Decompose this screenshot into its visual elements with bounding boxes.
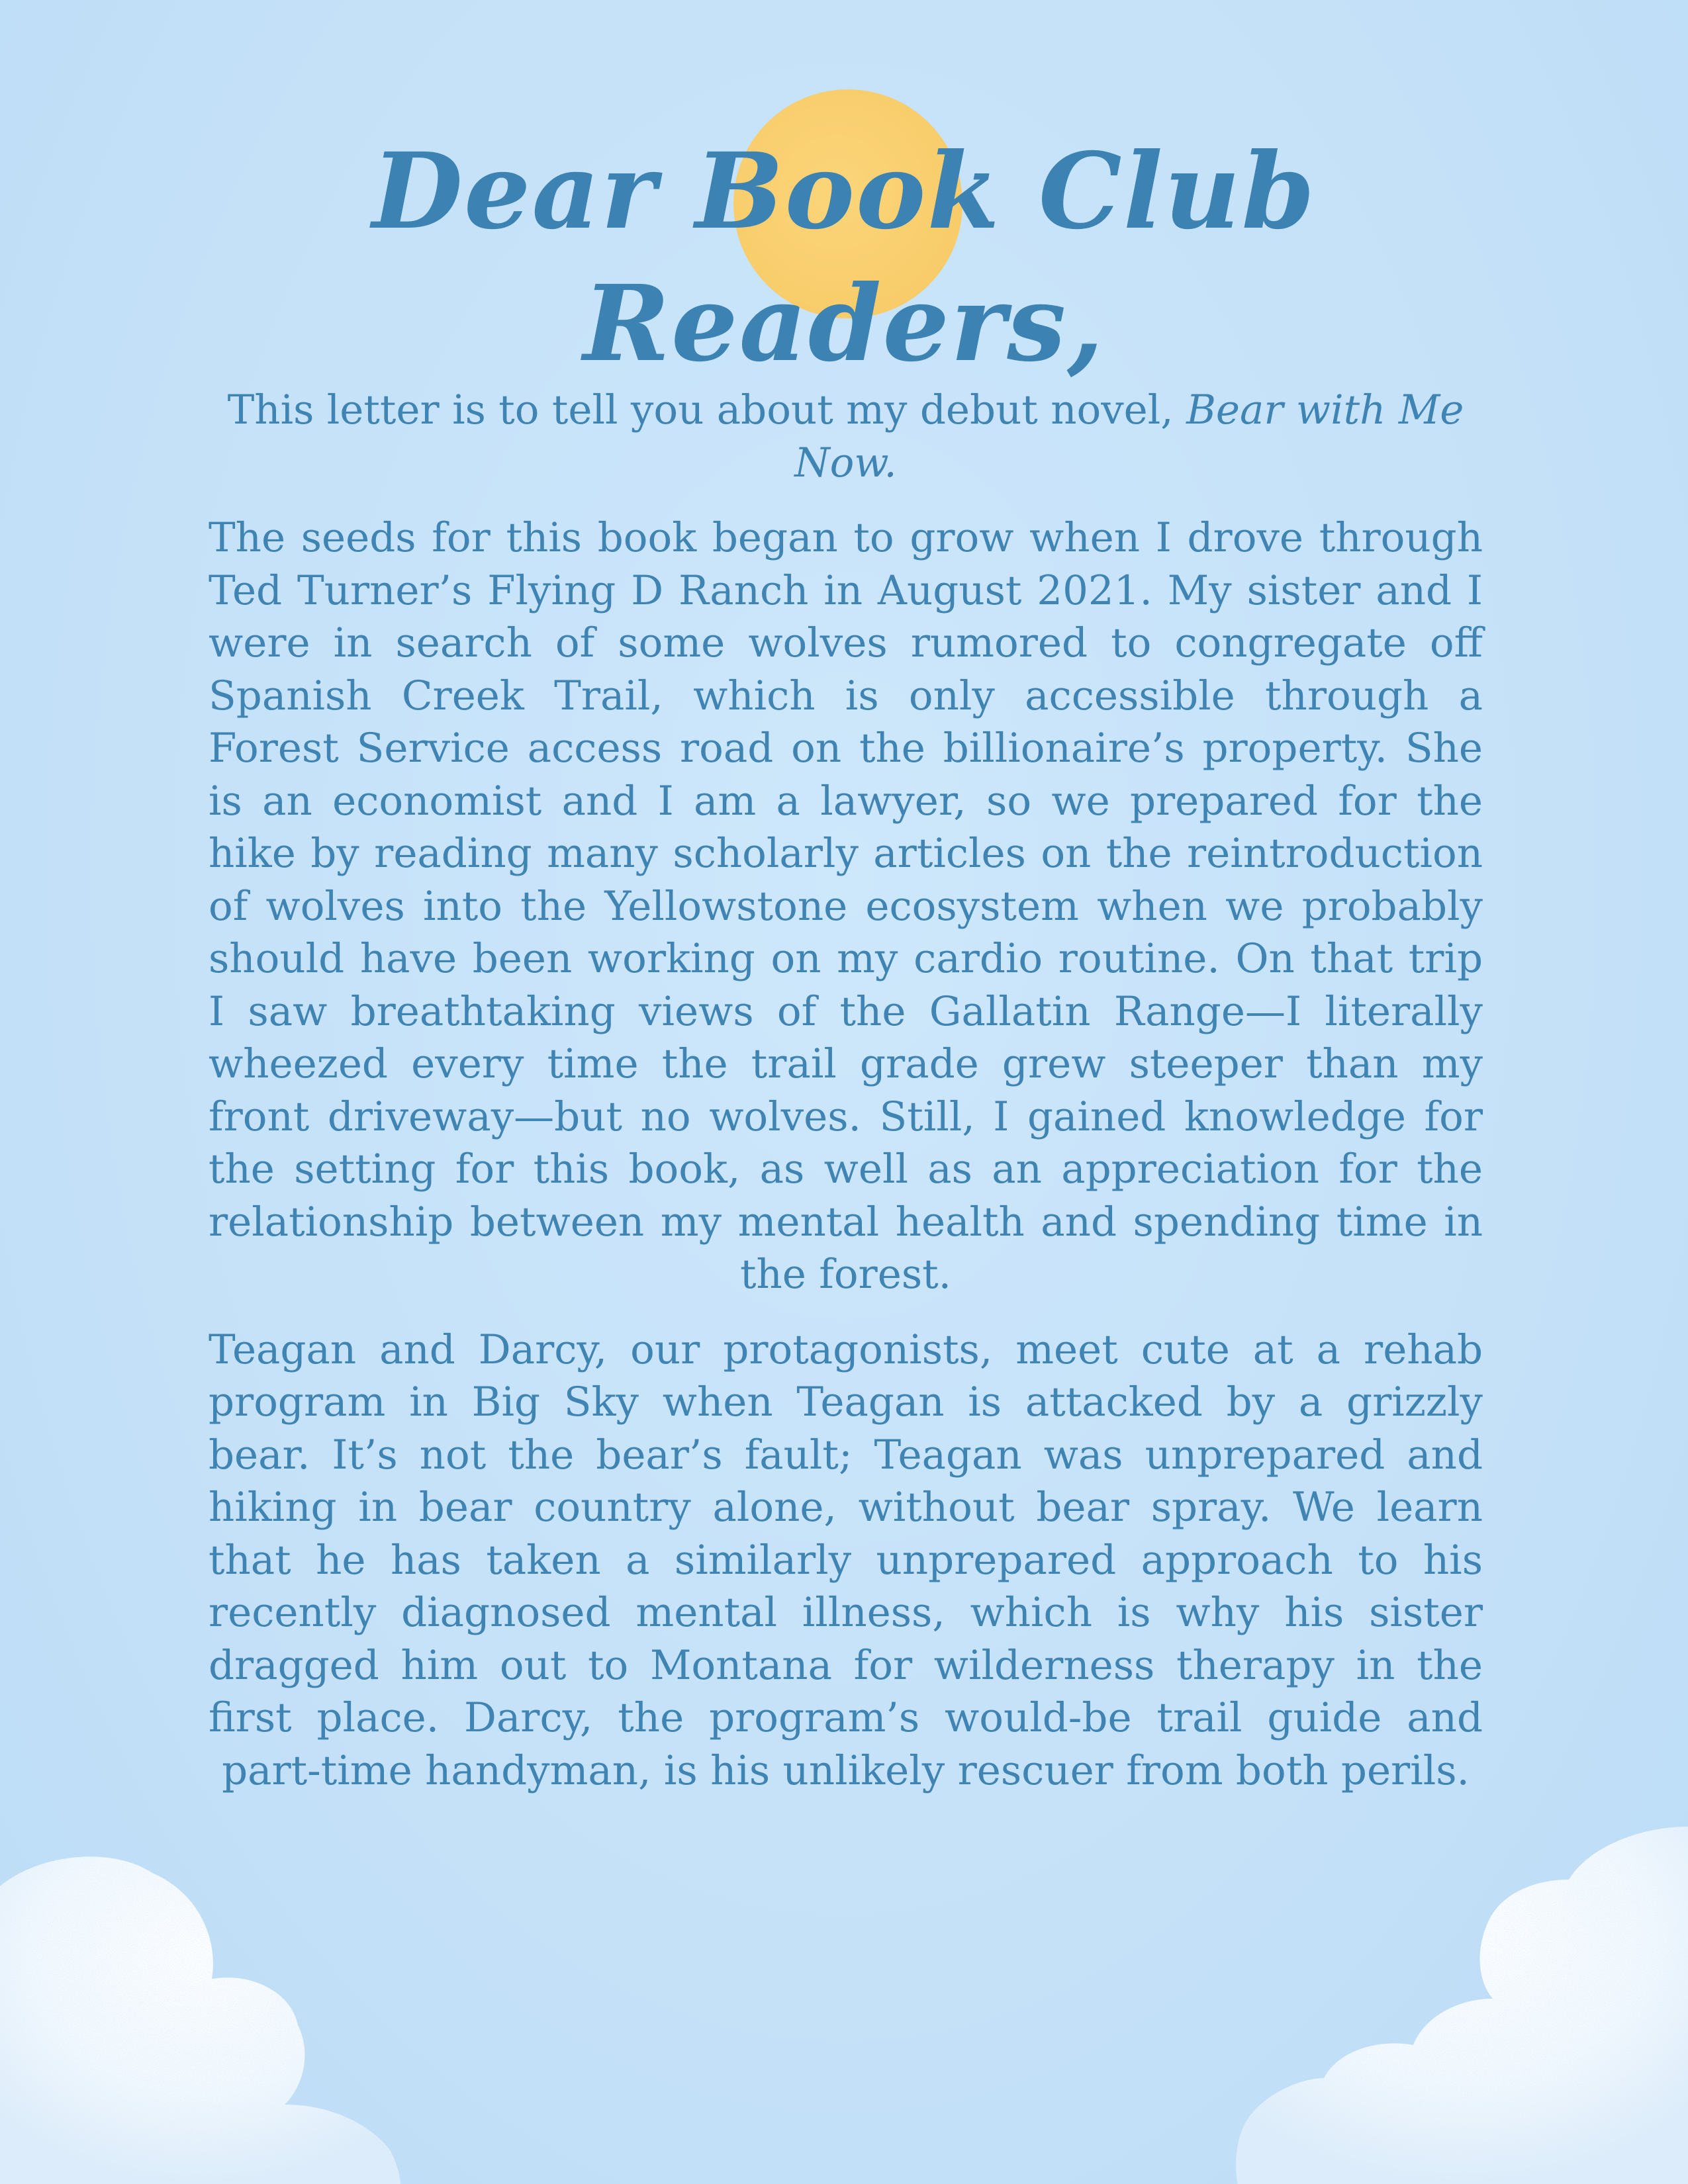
paragraph-protagonists: Teagan and Darcy, our protagonists, meet cute at a rehab program in Big Sky when Teagan is attacked by a grizzly bear. It’s not the bear’s fault; Teagan was unprepared and hiking in bear country alone, without bear spray. We learn that he has taken a similarly unprepared approach to his recently diagnosed mental illness, which is why his sister dragged him out to Montana for wilderness therapy in the first place. Darcy, the program’s would-be trail guide and part-time handyman, is his unlikely rescuer from both perils. (209, 1326, 1483, 1794)
letter-salutation: Dear Book Club Readers, (371, 130, 1317, 385)
cloud-icon (0, 1856, 400, 2184)
intro-text: This letter is to tell you about my debut novel, (227, 387, 1187, 433)
cloud-icon (1236, 1827, 1688, 2184)
intro-paragraph (209, 384, 1483, 489)
book-title: Bear with Me Now. (794, 387, 1464, 486)
paragraph-origin-story: The seeds for this book began to grow when I drove through Ted Turner’s Flying D Ranch in August 2021. My sister and I were in search of some wolves rumored to congregate off Spanish Creek Trail, which is only accessible through a Forest Service access road on the billionaire’s property. She is an economist and I am a lawyer, so we prepared for the hike by reading many scholarly articles on the reintroduction of wolves into the Yellowstone ecosystem when we probably should have been working on my cardio routine. On that trip I saw breathtaking views of the Gallatin Range—I literally wheezed every time the trail grade grew steeper than my front driveway—but no wolves. Still, I gained knowledge for the setting for this book, as well as an appreciation for the relationship between my mental health and spending time in the forest. (209, 514, 1483, 1298)
letter-body (209, 384, 1483, 1819)
